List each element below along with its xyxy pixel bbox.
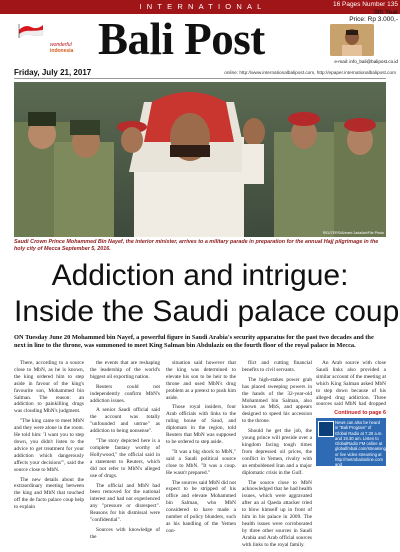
article-column-4 xyxy=(242,360,312,552)
title-post xyxy=(184,14,265,64)
paragraph: The high-stakes power grab has placed sweeping powers in the hands of the 32-year-old Mohammed bin Salman, also known as MbS, and appears designed to speed his accession to the throne. xyxy=(242,376,312,425)
masthead-international: INTERNATIONAL xyxy=(139,2,267,11)
paragraph: Should he get the job, the young prince will preside over a kingdom facing tough times from depressed oil prices, the conflict in Yemen, rivalry with an emboldened Iran and a major diplomatic crisis in the Gulf. xyxy=(242,428,312,476)
paragraph: flict and cutting financial benefits to civil servants. xyxy=(242,360,312,373)
paragraph: "The story depicted here is a complete fantasy worthy of Hollywood," the official said in a statement to Reuters, which did not refer to MbN's alleged use of drugs. xyxy=(90,438,160,479)
paragraph: A senior Saudi official said the account was totally "unfounded and untrue" as addiction to being nonsense". xyxy=(90,407,160,435)
issue-year: 9th Year xyxy=(374,8,398,16)
paragraph: Reuters could not independently confirm MbN's addiction issues. xyxy=(90,383,160,404)
tagline-indonesia: indonesia xyxy=(50,48,74,54)
paragraph: The source close to MbN acknowledged that he had health issues, which were aggravated after an al Qaeda attacker tried to blow himself up in front of him in his palace in 2009. The health issues were corroborated by three other sources in Saudi Arabia and Arab official sources with links to the royal family. xyxy=(242,479,312,548)
photo-credit: REUTERS/Ahmed Jadallah/File Photo xyxy=(322,231,384,235)
contact-email: e-mail: info_bali@balipost.co.id xyxy=(334,59,398,64)
headline xyxy=(14,258,400,330)
issue-info xyxy=(318,1,398,24)
paragraph: The sources said MbN did not expect to be stripped of his office and elevate Mohammed bin Salman, who MbN considered to have made a number of policy blunders, such as his handling of the Yemen con- xyxy=(166,479,236,534)
global-radio-logo-icon xyxy=(318,421,334,437)
online-urls: online: http://www.internationalbalipost.com, http://epaper.internationalbalipost.com xyxy=(224,70,396,75)
paragraph: An Arab source with close Saudi links also provided a similar account of the meeting at which King Salman asked MbN to step down because of his alleged drug addiction. Three sources said MbN had dropped xyxy=(316,360,386,408)
paragraph: the events that are reshaping the leadership of the world's biggest oil exporting nation. xyxy=(90,360,160,380)
promo-text: News can also be heard in "Bali Program" of Global Radio at 7.30 a.m. and 19.30 am. Listen to GlobalRadio FM online at globalfmbali.com/streaming or live video streaming at http://metrobalionline.com and http://ustream.tv/channel/globalfm-bali. xyxy=(335,420,400,478)
portrait-icon xyxy=(330,24,374,56)
title-post-text: Post xyxy=(184,14,265,64)
paragraph: The new details about the extraordinary meeting between the king and MbN that touched off the de facto palace coup help to explain xyxy=(14,476,84,511)
continued-link[interactable]: Continued to page 6 xyxy=(334,410,386,416)
paragraph: Those royal insiders, four Arab officials with links to the ruling house of Saud, and diplomats in the region, told Reuters that MbN was supposed to be ordered to step aside. xyxy=(166,404,236,445)
indonesia-flag-icon xyxy=(18,22,44,38)
article-column-3 xyxy=(166,360,236,538)
wonderful-indonesia-logo xyxy=(14,20,74,54)
parade-photo-icon xyxy=(14,82,386,237)
paragraph: The official and MbN had been removed for the national interest and had not experienced any "pressure or disrespect". Reasons for his dismissal were "confidential". xyxy=(90,482,160,524)
article-column-5 xyxy=(316,360,386,408)
issue-price: Price: Rp 3.000,- xyxy=(349,16,398,23)
paragraph: There, according to a source close to MbN, as he is known, the king ordered him to step aside in favour of the king's favourite son, Mohammed bin Salman. The reason: an addiction to painkilling drugs was clouding MbN's judgment. xyxy=(14,360,84,415)
headline-line-1: Addiction and intrigue: xyxy=(51,259,349,292)
photo-caption: Saudi Crown Prince Mohammed Bin Nayef, the interior minister, arrives to a military parade in preparation for the annual Hajj pilgrimage in the holy city of Mecca September 5, 2016. xyxy=(14,239,379,252)
lead-photo xyxy=(14,82,386,237)
title-bali: Bali xyxy=(98,14,174,64)
divider xyxy=(14,78,386,79)
headline-line-2: Inside the Saudi palace coup xyxy=(14,295,400,328)
article-lede: ON Tuesday June 20 Mohammed bin Nayef, a powerful figure in Saudi Arabia's security apparatus for the past two decades and the next in line to the throne, was summoned to meet King Salman bin Abdulaziz on the fourth floor of the royal palace in Mecca. xyxy=(14,334,374,349)
radio-promo xyxy=(316,418,400,478)
paragraph: "It was a big shock to MbN," said a Saudi political source close to MbN. "It was a coup. He wasn't prepared." xyxy=(166,448,236,476)
paragraph: Sources with knowledge of the xyxy=(90,526,160,540)
article-column-1 xyxy=(14,360,84,514)
issue-pages: 16 Pages Number 135 xyxy=(332,1,398,8)
newspaper-title xyxy=(98,14,298,64)
tagline-wonderful: wonderful xyxy=(50,42,72,48)
tagline xyxy=(50,42,73,54)
paragraph: "The king came to meet MbN and they were alone in the room. He told him: 'I want you to step down, you didn't listen to the advice to get treatment for your addiction which dangerously affects your decisions'", said the source close to MbN. xyxy=(14,418,84,473)
publication-date: Friday, July 21, 2017 xyxy=(14,68,92,77)
paragraph: situation said however that the king was determined to elevate his son to be heir to the throne and used MbN's drug problem as a pretext to push him aside. xyxy=(166,360,236,401)
article-column-2 xyxy=(90,360,160,544)
founder-portrait xyxy=(330,24,374,56)
